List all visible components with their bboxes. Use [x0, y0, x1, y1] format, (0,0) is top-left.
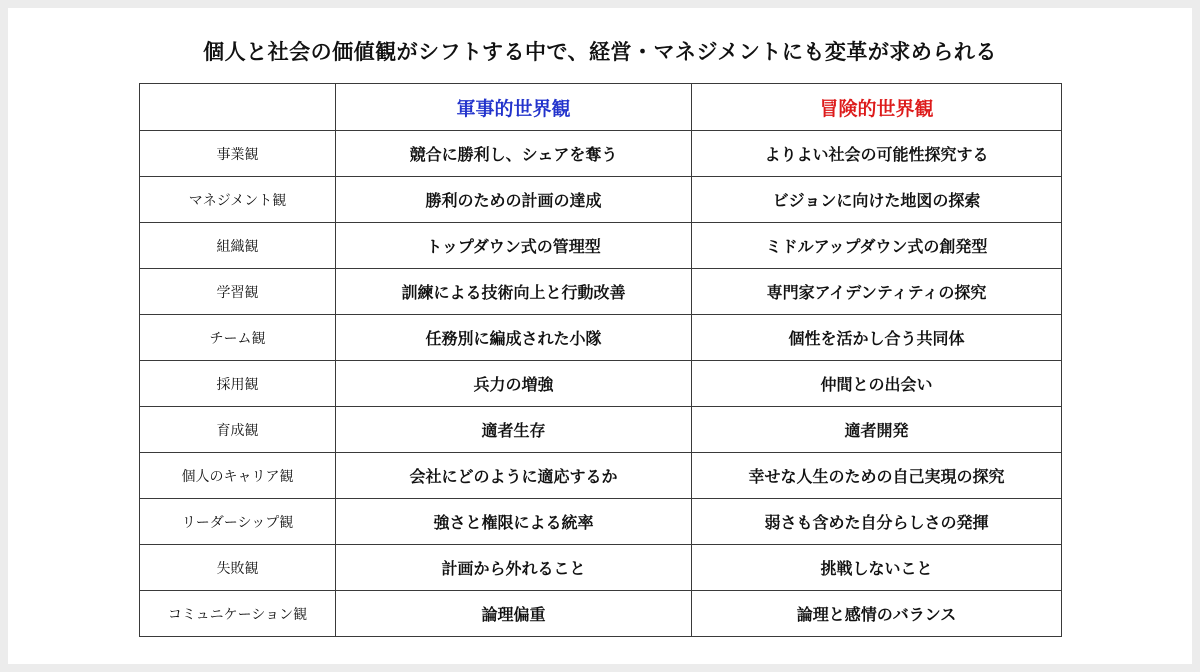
- header-adventure-worldview: 冒険的世界観: [692, 84, 1062, 131]
- table-header-row: [140, 84, 1062, 131]
- table-row: [140, 499, 1062, 545]
- page-title: 個人と社会の価値観がシフトする中で、経営・マネジメントにも変革が求められる: [203, 40, 997, 64]
- row-label: 個人のキャリア観: [140, 453, 336, 499]
- military-cell: トップダウン式の管理型: [336, 223, 692, 269]
- military-cell: 論理偏重: [336, 591, 692, 637]
- row-label: 育成観: [140, 407, 336, 453]
- row-label: リーダーシップ観: [140, 499, 336, 545]
- military-cell: 会社にどのように適応するか: [336, 453, 692, 499]
- table-row: [140, 269, 1062, 315]
- table-row: [140, 361, 1062, 407]
- table-row: [140, 407, 1062, 453]
- row-label: 学習観: [140, 269, 336, 315]
- military-cell: 計画から外れること: [336, 545, 692, 591]
- adventure-cell: ビジョンに向けた地図の探索: [692, 177, 1062, 223]
- row-label: 採用観: [140, 361, 336, 407]
- row-label: 失敗観: [140, 545, 336, 591]
- row-label: コミュニケーション観: [140, 591, 336, 637]
- military-cell: 任務別に編成された小隊: [336, 315, 692, 361]
- header-corner-cell: [140, 84, 336, 131]
- military-cell: 勝利のための計画の達成: [336, 177, 692, 223]
- table-row: [140, 223, 1062, 269]
- table-row: [140, 315, 1062, 361]
- military-cell: 適者生存: [336, 407, 692, 453]
- table-row: [140, 545, 1062, 591]
- row-label: 組織観: [140, 223, 336, 269]
- adventure-cell: 適者開発: [692, 407, 1062, 453]
- table-row: [140, 131, 1062, 177]
- adventure-cell: 個性を活かし合う共同体: [692, 315, 1062, 361]
- header-military-worldview: 軍事的世界観: [336, 84, 692, 131]
- comparison-table: [139, 83, 1062, 637]
- military-cell: 競合に勝利し、シェアを奪う: [336, 131, 692, 177]
- slide: [8, 8, 1192, 664]
- military-cell: 兵力の増強: [336, 361, 692, 407]
- military-cell: 訓練による技術向上と行動改善: [336, 269, 692, 315]
- adventure-cell: 仲間との出会い: [692, 361, 1062, 407]
- adventure-cell: 幸せな人生のための自己実現の探究: [692, 453, 1062, 499]
- adventure-cell: 専門家アイデンティティの探究: [692, 269, 1062, 315]
- row-label: チーム観: [140, 315, 336, 361]
- adventure-cell: 論理と感情のバランス: [692, 591, 1062, 637]
- adventure-cell: 弱さも含めた自分らしさの発揮: [692, 499, 1062, 545]
- adventure-cell: 挑戦しないこと: [692, 545, 1062, 591]
- table-row: [140, 453, 1062, 499]
- row-label: マネジメント観: [140, 177, 336, 223]
- table-row: [140, 177, 1062, 223]
- adventure-cell: ミドルアップダウン式の創発型: [692, 223, 1062, 269]
- military-cell: 強さと権限による統率: [336, 499, 692, 545]
- table-row: [140, 591, 1062, 637]
- adventure-cell: よりよい社会の可能性探究する: [692, 131, 1062, 177]
- row-label: 事業観: [140, 131, 336, 177]
